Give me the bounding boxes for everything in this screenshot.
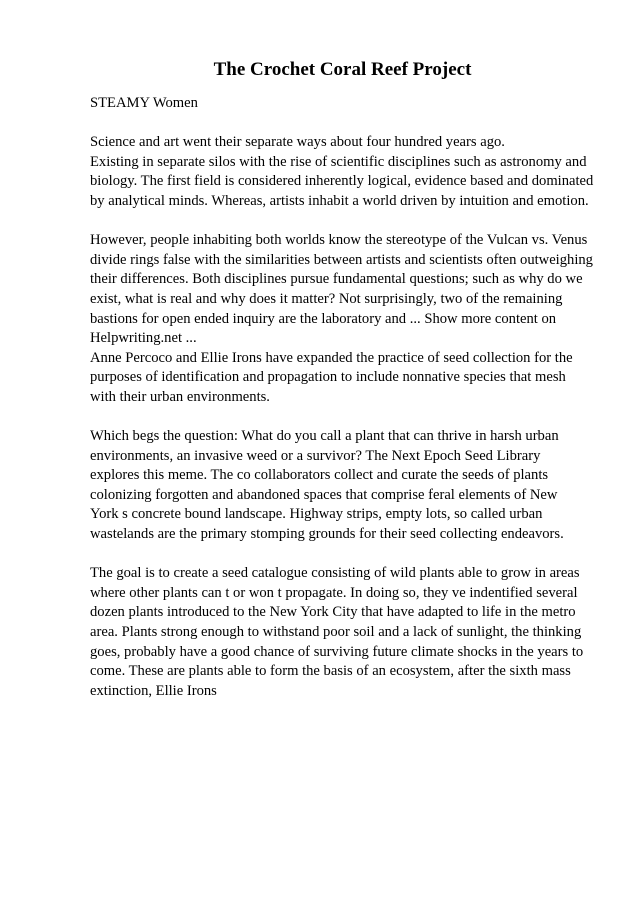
paragraph-line: dozen plants introduced to the New York City that have adapted to life in the metro <box>90 604 576 621</box>
paragraph-gap <box>90 212 595 232</box>
paragraph-line: divide rings false with the similarities between artists and scientists often outweighing <box>90 251 593 268</box>
paragraph-gap <box>90 545 595 565</box>
paragraph-line: purposes of identification and propagation to include nonnative species that mesh <box>90 369 566 386</box>
paragraph-line: bastions for open ended inquiry are the laboratory and ... Show more content on <box>90 310 557 327</box>
paragraph-gap <box>90 408 595 428</box>
paragraph-line: Existing in separate silos with the rise of scientific disciplines such as astronomy and <box>90 153 587 170</box>
document-page <box>90 58 595 701</box>
paragraph <box>90 133 595 211</box>
paragraph-line: Science and art went their separate ways about four hundred years ago. <box>90 134 505 151</box>
document-subtitle: STEAMY Women <box>90 95 198 111</box>
paragraph-line: wastelands are the primary stomping grounds for their seed collecting endeavors. <box>90 526 564 543</box>
paragraph-line: area. Plants strong enough to withstand poor soil and a lack of sunlight, the thinking <box>90 624 582 641</box>
paragraph-line: by analytical minds. Whereas, artists inhabit a world driven by intuition and emotion. <box>90 192 589 209</box>
paragraph-line: York s concrete bound landscape. Highway strips, empty lots, so called urban <box>90 506 543 523</box>
paragraph <box>90 231 595 407</box>
paragraph-gap <box>90 114 595 134</box>
paragraph-line: where other plants can t or won t propagate. In doing so, they ve indentified several <box>90 584 578 601</box>
paragraph-line: explores this meme. The co collaborators collect and curate the seeds of plants <box>90 467 549 484</box>
paragraph-line: biology. The first field is considered inherently logical, evidence based and dominated <box>90 173 594 190</box>
paragraph-line: environments, an invasive weed or a survivor? The Next Epoch Seed Library <box>90 447 541 464</box>
paragraph-line: However, people inhabiting both worlds know the stereotype of the Vulcan vs. Venus <box>90 232 588 249</box>
paragraph-line: colonizing forgotten and abandoned spaces that comprise feral elements of New <box>90 486 558 503</box>
paragraph-line: The goal is to create a seed catalogue consisting of wild plants able to grow in areas <box>90 565 580 582</box>
paragraph <box>90 427 595 545</box>
paragraph-line: come. These are plants able to form the basis of an ecosystem, after the sixth mass <box>90 663 571 680</box>
paragraph-line: their differences. Both disciplines pursue fundamental questions; such as why do we <box>90 271 583 288</box>
paragraph-line: with their urban environments. <box>90 388 270 405</box>
paragraph-line: Which begs the question: What do you call a plant that can thrive in harsh urban <box>90 428 559 445</box>
paragraph-line: extinction, Ellie Irons <box>90 682 217 699</box>
paragraph-line: goes, probably have a good chance of surviving future climate shocks in the years to <box>90 643 584 660</box>
paragraph-line: exist, what is real and why does it matter? Not surprisingly, two of the remaining <box>90 290 563 307</box>
paragraph <box>90 564 595 701</box>
paragraph-line: Anne Percoco and Ellie Irons have expanded the practice of seed collection for the <box>90 349 573 366</box>
paragraph-line: Helpwriting.net ... <box>90 330 197 347</box>
document-title: The Crochet Coral Reef Project <box>213 59 472 80</box>
